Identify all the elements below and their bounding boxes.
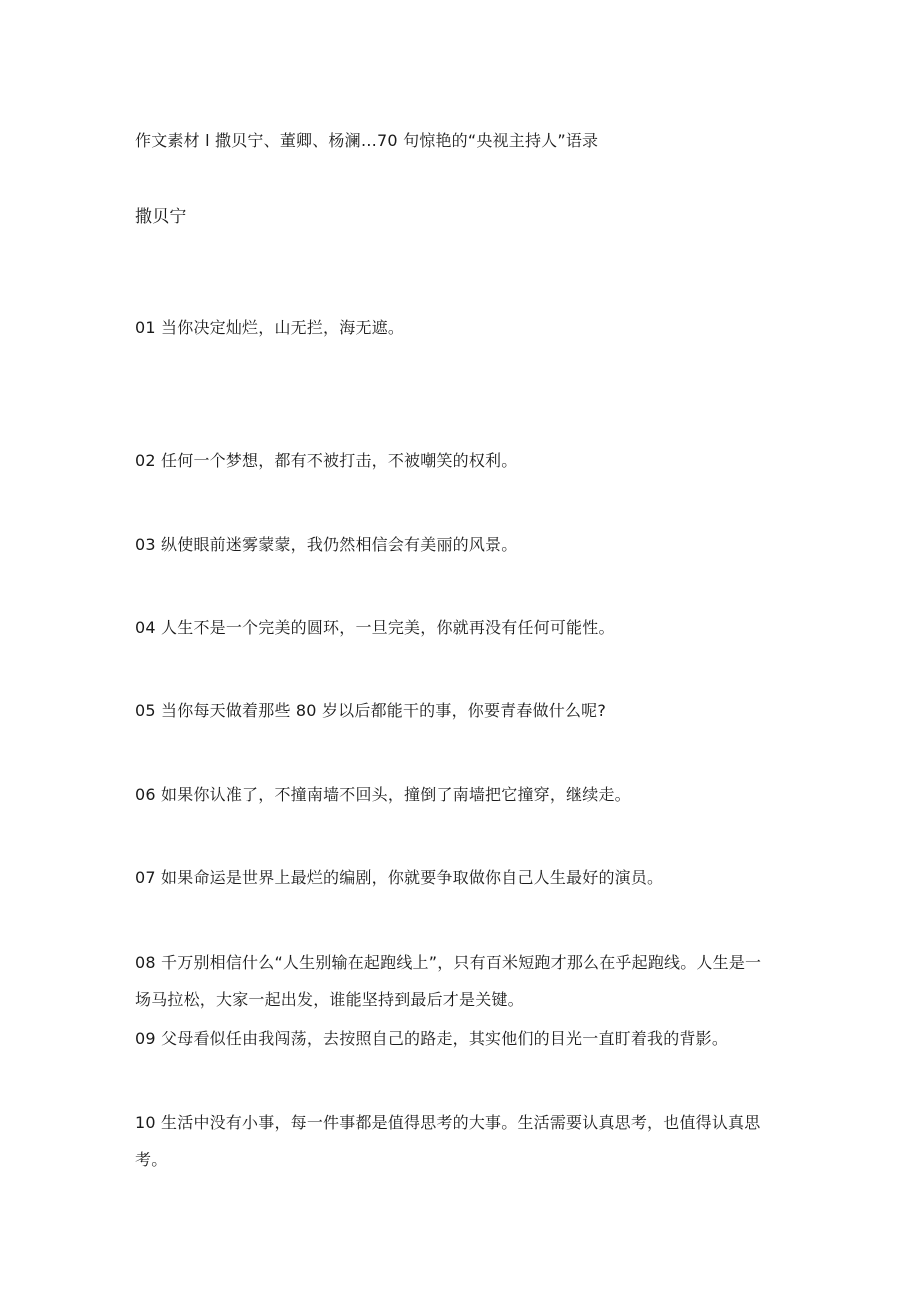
quote-02: 02 任何一个梦想，都有不被打击，不被嘲笑的权利。 [135, 451, 518, 470]
quote-09: 09 父母看似任由我闯荡，去按照自己的路走，其实他们的目光一直盯着我的背影。 [135, 1029, 729, 1048]
quote-06: 06 如果你认准了，不撞南墙不回头，撞倒了南墙把它撞穿，继续走。 [135, 785, 631, 804]
quote-01: 01 当你决定灿烂，山无拦，海无遮。 [135, 318, 405, 337]
quote-03: 03 纵使眼前迷雾蒙蒙，我仍然相信会有美丽的风景。 [135, 535, 518, 554]
quote-08: 08 千万别相信什么“人生别输在起跑线上”，只有百米短跑才那么在乎起跑线。人生是一场马拉松，大家一起出发，谁能坚持到最后才是关键。 [135, 953, 762, 1009]
document-title: 作文素材 l 撒贝宁、董卿、杨澜…70 句惊艳的“央视主持人”语录 [135, 131, 599, 150]
quote-04: 04 人生不是一个完美的圆环，一旦完美，你就再没有任何可能性。 [135, 618, 615, 637]
quote-05: 05 当你每天做着那些 80 岁以后都能干的事，你要青春做什么呢? [135, 701, 607, 720]
quote-10: 10 生活中没有小事，每一件事都是值得思考的大事。生活需要认真思考，也值得认真思考。 [135, 1113, 761, 1169]
quote-07: 07 如果命运是世界上最烂的编剧，你就要争取做你自己人生最好的演员。 [135, 868, 664, 887]
section-heading-author: 撒贝宁 [135, 207, 187, 227]
